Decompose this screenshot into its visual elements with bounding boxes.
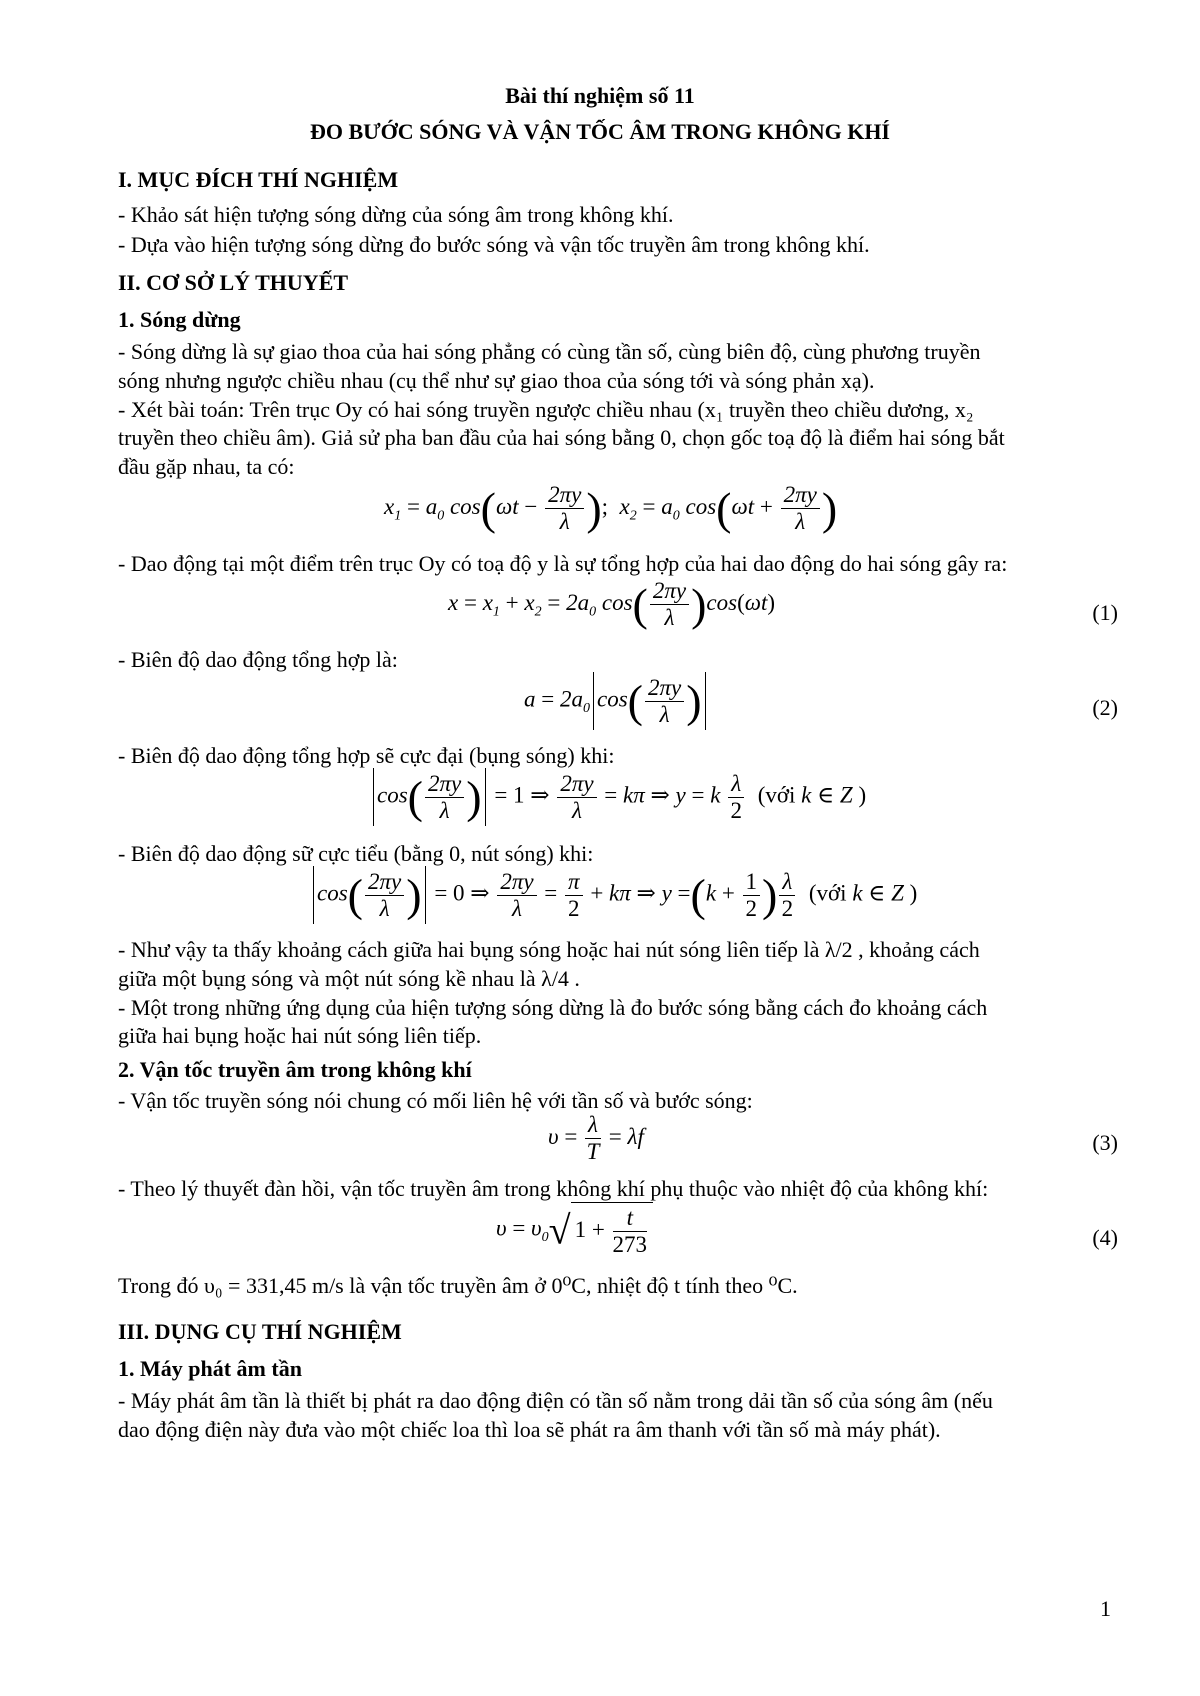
- text-line: - Máy phát âm tần là thiết bị phát ra dao động điện có tần số nằm trong dải tần số của sóng âm (nếu: [118, 1388, 993, 1413]
- equation-wave-components: $x_1 = a_0$ cos(ωt − $\frac{2\pi y}{\lambda}$ ); $x_2 = a_0$ cos(ωt + $\frac{2\pi y}{\lambda}$ ): [384, 482, 838, 534]
- text-line: - Vận tốc truyền sóng nói chung có mối liên hệ với tần số và bước sóng:: [118, 1088, 753, 1113]
- section-1-heading: I. MỤC ĐÍCH THÍ NGHIỆM: [118, 167, 399, 192]
- equation-number: (1): [1092, 600, 1118, 625]
- section-2-heading: II. CƠ SỞ LÝ THUYẾT: [118, 270, 349, 295]
- text-line: truyền theo chiều âm). Giả sử pha ban đầu của hai sóng bằng 0, chọn gốc toạ độ là điểm hai sóng bắt: [118, 425, 1005, 450]
- text-line: đầu gặp nhau, ta có:: [118, 454, 295, 479]
- text-line: - Theo lý thuyết đàn hồi, vận tốc truyền âm trong không khí phụ thuộc vào nhiệt độ của không khí:: [118, 1176, 989, 1201]
- text-line: - Khảo sát hiện tượng sóng dừng của sóng âm trong không khí.: [118, 202, 674, 227]
- equation-node-condition: cos( $\frac{2\pi y}{\lambda}$ ) = 0 ⇒ $\frac{2\pi y}{\lambda}$ = $\frac{\pi}{2}$ + kπ ⇒ y =(k + $\frac{1}{2}$ ) $\frac{\lambda}{2}$ (với k ∈ Z ): [310, 866, 917, 924]
- doc-title: Bài thí nghiệm số 11: [505, 83, 695, 108]
- text-line: dao động điện này đưa vào một chiếc loa thì loa sẽ phát ra âm thanh với tần số mà máy phát).: [118, 1417, 941, 1442]
- equation-3: υ = $\frac{\lambda}{T}$ = λf: [548, 1112, 644, 1164]
- equation-4: $\upsilon = \upsilon_0√$ 1 + $\frac{t}{273}$: [496, 1202, 653, 1258]
- equation-2: $a = 2a_0$ cos( $\frac{2\pi y}{\lambda}$ ): [524, 672, 709, 730]
- equation-number: (4): [1092, 1225, 1118, 1250]
- text-line: - Xét bài toán: Trên trục Oy có hai sóng truyền ngược chiều nhau (x₁ truyền theo chiều dương, x₂: [118, 397, 974, 422]
- text-line: - Dao động tại một điểm trên trục Oy có toạ độ y là sự tổng hợp của hai dao động do hai sóng gây ra:: [118, 551, 1008, 576]
- text-line: - Biên độ dao động sữ cực tiểu (bằng 0, nút sóng) khi:: [118, 841, 594, 866]
- subsection-heading: 2. Vận tốc truyền âm trong không khí: [118, 1057, 472, 1082]
- equation-number: (2): [1092, 695, 1118, 720]
- text-line: - Một trong những ứng dụng của hiện tượng sóng dừng là đo bước sóng bằng cách đo khoảng cách: [118, 995, 988, 1020]
- text-line: giữa một bụng sóng và một nút sóng kề nhau là λ/4 .: [118, 966, 580, 991]
- text-line: - Như vậy ta thấy khoảng cách giữa hai bụng sóng hoặc hai nút sóng liên tiếp là λ/2 , khoảng cách: [118, 937, 980, 962]
- section-3-heading: III. DỤNG CỤ THÍ NGHIỆM: [118, 1319, 402, 1344]
- equation-number: (3): [1092, 1130, 1118, 1155]
- subsection-heading: 1. Máy phát âm tần: [118, 1356, 302, 1381]
- doc-subtitle: ĐO BƯỚC SÓNG VÀ VẬN TỐC ÂM TRONG KHÔNG KHÍ: [309, 119, 890, 144]
- text-line: - Sóng dừng là sự giao thoa của hai sóng phẳng có cùng tần số, cùng biên độ, cùng phương truyền: [118, 339, 981, 364]
- equation-1: $x = x_1 + x_2 = 2a_0$ cos( $\frac{2\pi y}{\lambda}$ )cos(ωt): [448, 578, 776, 630]
- text-line: - Biên độ dao động tổng hợp sẽ cực đại (bụng sóng) khi:: [118, 743, 615, 768]
- text-line: - Dựa vào hiện tượng sóng dừng đo bước sóng và vận tốc truyền âm trong không khí.: [118, 232, 870, 257]
- text-line: giữa hai bụng hoặc hai nút sóng liên tiếp.: [118, 1023, 482, 1048]
- equation-antinode-condition: cos( $\frac{2\pi y}{\lambda}$ ) = 1 ⇒ $\frac{2\pi y}{\lambda}$ = kπ ⇒ y = k $\frac{\lambda}{2}$ (với k ∈ Z ): [370, 768, 866, 826]
- subsection-heading: 1. Sóng dừng: [118, 307, 241, 332]
- page-number: 1: [1100, 1596, 1111, 1621]
- text-line: sóng nhưng ngược chiều nhau (cụ thể như sự giao thoa của sóng tới và sóng phản xạ).: [118, 368, 875, 393]
- text-line: Trong đó υ₀ = 331,45 m/s là vận tốc truyền âm ở 0⁰C, nhiệt độ t tính theo ⁰C.: [118, 1273, 798, 1298]
- text-line: - Biên độ dao động tổng hợp là:: [118, 647, 398, 672]
